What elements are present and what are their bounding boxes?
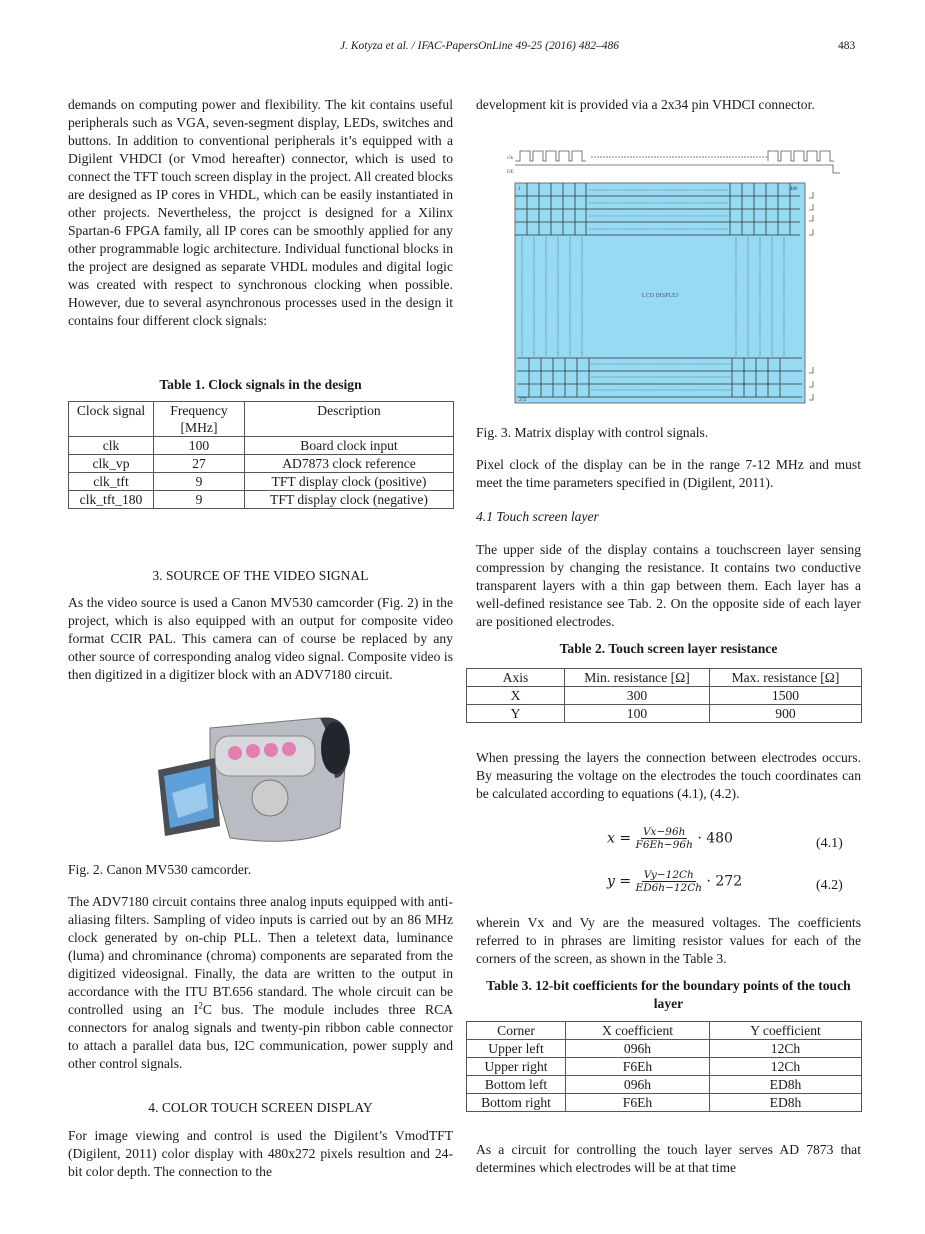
equation-4-2 xyxy=(607,869,742,894)
table-header-row xyxy=(69,402,454,437)
table-header: Clock signal xyxy=(69,402,154,437)
table-row xyxy=(69,455,454,473)
page-number: 483 xyxy=(838,40,856,52)
table-row xyxy=(467,687,862,705)
table-cell: clk_tft_180 xyxy=(69,491,154,509)
table-cell: 096h xyxy=(566,1040,710,1058)
table-cell: 300 xyxy=(565,687,710,705)
paragraph: demands on computing power and flexibility. The kit contains useful peripherals such as VGA, seven-segment display, LEDs, switches and buttons. In addition to conventional peripherals it’s equipped with a Digilent VHDCI (or Vmod hereafter) connector, which is used to connect the TFT touch screen display in the project. All created blocks are designed as IP cores in VHDL, which can be easily instantiated in other projects. Nevertheless, the projcct is designed for a Xilinx Spartan-6 FPGA family, all IP cores can be smoothly applied for any other programmable logic architecture. Individual functional blocks in the project are designed as separate VHDL modules and digital logic was created with respect to synchronous clocking when possible. However, due to several asynchronous processes used in the design it contains four different clock signals: xyxy=(68,97,453,328)
table-cell: X xyxy=(467,687,565,705)
table-cell: Bottom left xyxy=(467,1076,566,1094)
superscript: 2 xyxy=(198,1000,203,1011)
table-row xyxy=(69,491,454,509)
eq-rhs: · 480 xyxy=(697,830,733,847)
eq-fraction xyxy=(636,869,702,894)
paragraph xyxy=(68,893,453,1073)
table1 xyxy=(68,401,454,509)
paragraph-text: C bus. The module includes three RCA connectors for analog signals and twenty-pin ribbon cable connector to attach a parallel data bus, I2C communication, power supply and other control signals. xyxy=(68,1002,453,1071)
table-header: Min. resistance [Ω] xyxy=(565,669,710,687)
paragraph: As a circuit for controlling the touch layer serves AD 7873 that determines which electrodes will be at that time xyxy=(476,1142,861,1175)
eq-denominator: ED6h−12Ch xyxy=(635,882,703,894)
figure-caption: Fig. 2. Canon MV530 camcorder. xyxy=(68,862,252,877)
paragraph: When pressing the layers the connection between electrodes occurs. By measuring the voltage on the electrodes the touch coordinates can be calculated according to equations (4.1), (4.2). xyxy=(476,750,861,801)
section-heading: 4. COLOR TOUCH SCREEN DISPLAY xyxy=(148,1100,373,1115)
eq-numerator: Vy−12Ch xyxy=(643,869,694,881)
eq-denominator: F6Eh−96h xyxy=(635,839,693,851)
table2-caption: Table 2. Touch screen layer resistance xyxy=(559,641,778,656)
table-cell: Upper left xyxy=(467,1040,566,1058)
eq-lhs: y = xyxy=(607,873,632,890)
table-header-row xyxy=(467,669,862,687)
matrix-display-figure xyxy=(505,145,840,410)
table-header: Axis xyxy=(467,669,565,687)
paragraph: The upper side of the display contains a touchscreen layer sensing compression by changing the resistance. It contains two conductive transparent layers with a thin gap between them. Each layer has a well-defined resistance see Tab. 2. On the opposite side of each layer are positioned electrodes. xyxy=(476,542,861,629)
pixel-top-left-label: 1 xyxy=(518,187,521,192)
table-row xyxy=(467,1076,862,1094)
equation-4-1 xyxy=(607,826,733,851)
table-header: X coefficient xyxy=(566,1022,710,1040)
table-header: Corner xyxy=(467,1022,566,1040)
subsection-heading: 4.1 Touch screen layer xyxy=(476,509,599,524)
lcd-display-label: LCD DISPLEJ xyxy=(641,293,679,299)
table-cell: Bottom right xyxy=(467,1094,566,1112)
clk-signal-label: clk xyxy=(507,156,514,161)
table-cell: F6Eh xyxy=(566,1058,710,1076)
table-row xyxy=(467,1058,862,1076)
table-cell: 900 xyxy=(710,705,862,723)
table-cell: 27 xyxy=(154,455,245,473)
table3-caption: Table 3. 12-bit coefficients for the boundary points of the touch layer xyxy=(486,978,851,1011)
table-cell: Board clock input xyxy=(245,437,454,455)
table1-caption: Table 1. Clock signals in the design xyxy=(159,377,362,392)
eq-rhs: · 272 xyxy=(706,873,743,890)
table-header: Frequency [MHz] xyxy=(154,402,245,437)
table-cell: F6Eh xyxy=(566,1094,710,1112)
table-cell: 9 xyxy=(154,491,245,509)
pixel-bottom-left-label: 272 xyxy=(519,398,527,403)
table-cell: 100 xyxy=(565,705,710,723)
table-cell: TFT display clock (negative) xyxy=(245,491,454,509)
pixel-top-right-label: 480 xyxy=(790,187,798,192)
paragraph: As the video source is used a Canon MV530 camcorder (Fig. 2) in the project, which is also equipped with an output for composite video format CCIR PAL. This camera can of course be replaced by any other source of corresponding analog video signal. Composite video is then digitized in a digitizer block with an ADV7180 circuit. xyxy=(68,595,453,682)
table-cell: 9 xyxy=(154,473,245,491)
table-cell: ED8h xyxy=(710,1076,862,1094)
section-heading: 3. SOURCE OF THE VIDEO SIGNAL xyxy=(152,568,369,583)
table-cell: clk xyxy=(69,437,154,455)
table-cell: 1500 xyxy=(710,687,862,705)
table-cell: 096h xyxy=(566,1076,710,1094)
table-row xyxy=(69,437,454,455)
table-row xyxy=(467,1094,862,1112)
table-cell: clk_tft xyxy=(69,473,154,491)
de-signal-label: DE xyxy=(507,170,514,175)
table-row xyxy=(467,705,862,723)
eq-fraction xyxy=(636,826,693,851)
table-cell: Y xyxy=(467,705,565,723)
table-cell: clk_vp xyxy=(69,455,154,473)
paragraph: For image viewing and control is used the Digilent’s VmodTFT (Digilent, 2011) color display with 480x272 pixels resultion and 24-bit color depth. The connection to the xyxy=(68,1128,453,1179)
table3 xyxy=(466,1021,862,1112)
paragraph: wherein Vx and Vy are the measured voltages. The coefficients referred to in phrases are limiting resistor values for each of the corners of the screen, as shown in the Table 3. xyxy=(476,915,861,966)
figure-caption: Fig. 3. Matrix display with control signals. xyxy=(476,425,709,440)
equation-number: (4.1) xyxy=(816,836,843,851)
table-cell: ED8h xyxy=(710,1094,862,1112)
table-header-row xyxy=(467,1022,862,1040)
table-cell: 12Ch xyxy=(710,1040,862,1058)
camcorder-photo xyxy=(150,708,355,853)
table-cell: 100 xyxy=(154,437,245,455)
table-cell: AD7873 clock reference xyxy=(245,455,454,473)
table-cell: Upper right xyxy=(467,1058,566,1076)
table-header: Y coefficient xyxy=(710,1022,862,1040)
table-row xyxy=(69,473,454,491)
table-header: Max. resistance [Ω] xyxy=(710,669,862,687)
running-title: J. Kotyza et al. / IFAC-PapersOnLine 49-25 (2016) 482–486 xyxy=(340,40,619,52)
table-row xyxy=(467,1040,862,1058)
paragraph: Pixel clock of the display can be in the range 7-12 MHz and must meet the time parameters specified in (Digilent, 2011). xyxy=(476,457,861,490)
equation-number: (4.2) xyxy=(816,878,843,893)
paragraph-text: The ADV7180 circuit contains three analog inputs equipped with anti-aliasing filters. Sampling of video inputs is carried out by an 86 MHz clock generated by on-chip PLL. Then a teletext data, luminance (luma) and chrominance (chroma) components are separated from the digitized videosignal. Finally, the data are written to the output in accordance with the ITU BT.656 standard. The whole circuit can be controlled using an I xyxy=(68,894,453,1017)
paragraph: development kit is provided via a 2x34 pin VHDCI connector. xyxy=(476,97,815,112)
table-cell: TFT display clock (positive) xyxy=(245,473,454,491)
eq-lhs: x = xyxy=(607,830,632,847)
eq-numerator: Vx−96h xyxy=(642,826,686,838)
table-cell: 12Ch xyxy=(710,1058,862,1076)
table2 xyxy=(466,668,862,723)
table-header: Description xyxy=(245,402,454,437)
